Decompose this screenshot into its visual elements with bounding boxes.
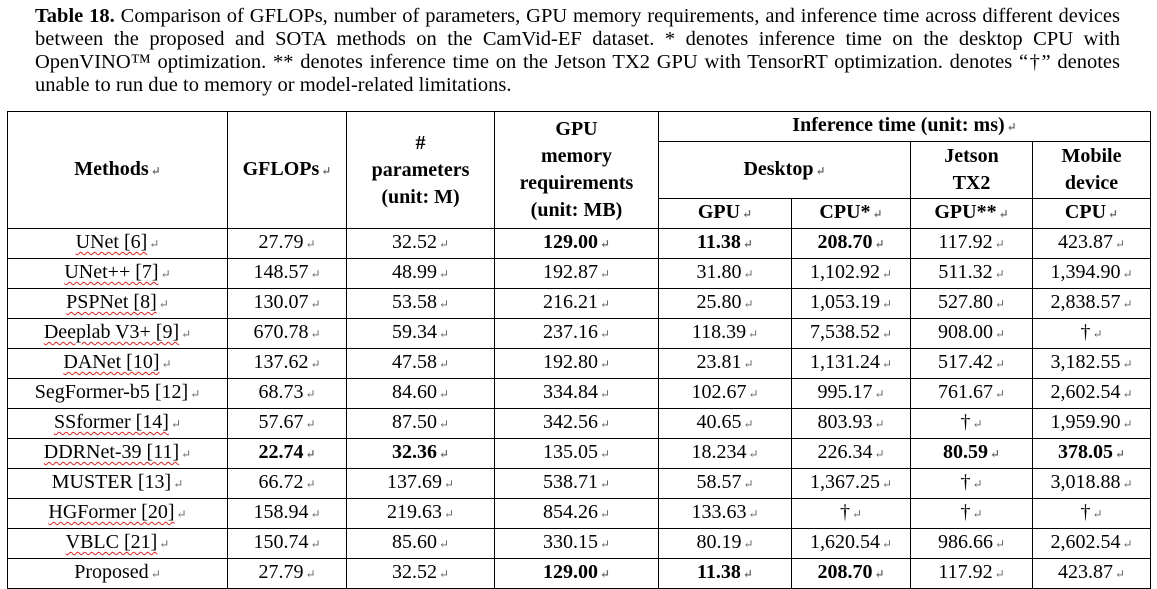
table-caption [35, 5, 1120, 97]
cell-mem: 129.00 ↵ [495, 559, 659, 589]
cell-jetson: † ↵ [911, 499, 1033, 529]
header-desktop: Desktop ↵ [659, 142, 911, 199]
cell-mobile: 3,182.55 ↵ [1033, 349, 1151, 379]
cell-gflops: 158.94 ↵ [228, 499, 347, 529]
cell-method: DDRNet-39 [11] ↵ [8, 439, 228, 469]
header-mobile-cpu: CPU ↵ [1033, 199, 1151, 229]
cell-gflops: 130.07 ↵ [228, 289, 347, 319]
table-row [8, 559, 1151, 589]
cell-gflops: 22.74 ↵ [228, 439, 347, 469]
header-jetson-gpu: GPU** ↵ [911, 199, 1033, 229]
cell-mem: 129.00 ↵ [495, 229, 659, 259]
cell-mobile: 378.05 ↵ [1033, 439, 1151, 469]
cell-cpu: 208.70 ↵ [792, 559, 911, 589]
cell-method: Proposed ↵ [8, 559, 228, 589]
cell-jetson: † ↵ [911, 469, 1033, 499]
header-params: # parameters (unit: M) [347, 112, 495, 229]
header-methods: Methods ↵ [8, 112, 228, 229]
comparison-table [7, 111, 1151, 589]
cell-mem: 237.16 ↵ [495, 319, 659, 349]
caption-label: Table 18. [35, 5, 115, 27]
cell-gpu: 133.63 ↵ [659, 499, 792, 529]
cell-mobile: 423.87 ↵ [1033, 559, 1151, 589]
cell-gflops: 57.67 ↵ [228, 409, 347, 439]
cell-gflops: 137.62 ↵ [228, 349, 347, 379]
cell-gpu: 80.19 ↵ [659, 529, 792, 559]
cell-mem: 192.80 ↵ [495, 349, 659, 379]
cell-method: UNet [6] ↵ [8, 229, 228, 259]
table-row [8, 469, 1151, 499]
cell-jetson: 908.00 ↵ [911, 319, 1033, 349]
cell-method: PSPNet [8] ↵ [8, 289, 228, 319]
cell-method: HGFormer [20] ↵ [8, 499, 228, 529]
header-desktop-cpu: CPU* ↵ [792, 199, 911, 229]
cell-params: 85.60 ↵ [347, 529, 495, 559]
cell-gpu: 11.38 ↵ [659, 559, 792, 589]
header-desktop-gpu: GPU ↵ [659, 199, 792, 229]
cell-mem: 342.56 ↵ [495, 409, 659, 439]
cell-gflops: 68.73 ↵ [228, 379, 347, 409]
cell-params: 87.50 ↵ [347, 409, 495, 439]
cell-gpu: 102.67 ↵ [659, 379, 792, 409]
table-row [8, 259, 1151, 289]
header-gflops: GFLOPs ↵ [228, 112, 347, 229]
table-row [8, 499, 1151, 529]
cell-method: MUSTER [13] ↵ [8, 469, 228, 499]
header-gpu-memory: GPU memory requirements (unit: MB) [495, 112, 659, 229]
cell-mem: 538.71 ↵ [495, 469, 659, 499]
cell-gpu: 11.38 ↵ [659, 229, 792, 259]
cell-cpu: 1,620.54 ↵ [792, 529, 911, 559]
cell-gpu: 40.65 ↵ [659, 409, 792, 439]
cell-mem: 216.21 ↵ [495, 289, 659, 319]
cell-cpu: † ↵ [792, 499, 911, 529]
cell-method: UNet++ [7] ↵ [8, 259, 228, 289]
cell-gflops: 148.57 ↵ [228, 259, 347, 289]
cell-params: 137.69 ↵ [347, 469, 495, 499]
cell-gpu: 118.39 ↵ [659, 319, 792, 349]
cell-gflops: 150.74 ↵ [228, 529, 347, 559]
cell-jetson: 517.42 ↵ [911, 349, 1033, 379]
caption-text: Comparison of GFLOPs, number of parameters, GPU memory requirements, and inference time across different devices between the proposed and SOTA methods on the CamVid-EF dataset. * denotes inference time on the desktop CPU with OpenVINO™ optimization. ** denotes inference time on the Jetson TX2 GPU with TensorRT optimization. denotes “†” denotes unable to run due to memory or model-related limitations. [35, 5, 1120, 96]
table-row [8, 529, 1151, 559]
cell-mobile: † ↵ [1033, 499, 1151, 529]
cell-jetson: † ↵ [911, 409, 1033, 439]
cell-cpu: 226.34 ↵ [792, 439, 911, 469]
header-jetson-tx2: Jetson TX2 [911, 142, 1033, 199]
table-row [8, 349, 1151, 379]
cell-mobile: 1,959.90 ↵ [1033, 409, 1151, 439]
cell-jetson: 117.92 ↵ [911, 559, 1033, 589]
cell-gpu: 25.80 ↵ [659, 289, 792, 319]
cell-mobile: 2,602.54 ↵ [1033, 379, 1151, 409]
cell-gflops: 27.79 ↵ [228, 229, 347, 259]
cell-cpu: 995.17 ↵ [792, 379, 911, 409]
cell-mobile: 2,838.57 ↵ [1033, 289, 1151, 319]
cell-mobile: 423.87 ↵ [1033, 229, 1151, 259]
table-row [8, 379, 1151, 409]
cell-mobile: † ↵ [1033, 319, 1151, 349]
cell-method: SegFormer-b5 [12] ↵ [8, 379, 228, 409]
cell-jetson: 80.59 ↵ [911, 439, 1033, 469]
cell-mem: 135.05 ↵ [495, 439, 659, 469]
cell-jetson: 527.80 ↵ [911, 289, 1033, 319]
cell-cpu: 803.93 ↵ [792, 409, 911, 439]
cell-mobile: 2,602.54 ↵ [1033, 529, 1151, 559]
cell-gpu: 23.81 ↵ [659, 349, 792, 379]
cell-gpu: 58.57 ↵ [659, 469, 792, 499]
table-row [8, 289, 1151, 319]
cell-params: 53.58 ↵ [347, 289, 495, 319]
cell-mobile: 3,018.88 ↵ [1033, 469, 1151, 499]
cell-jetson: 761.67 ↵ [911, 379, 1033, 409]
cell-method: DANet [10] ↵ [8, 349, 228, 379]
cell-params: 47.58 ↵ [347, 349, 495, 379]
cell-mem: 854.26 ↵ [495, 499, 659, 529]
cell-params: 32.52 ↵ [347, 229, 495, 259]
cell-cpu: 208.70 ↵ [792, 229, 911, 259]
table-row [8, 229, 1151, 259]
cell-cpu: 1,367.25 ↵ [792, 469, 911, 499]
table-row [8, 439, 1151, 469]
cell-params: 48.99 ↵ [347, 259, 495, 289]
table-row [8, 319, 1151, 349]
cell-gflops: 27.79 ↵ [228, 559, 347, 589]
cell-cpu: 7,538.52 ↵ [792, 319, 911, 349]
cell-jetson: 117.92 ↵ [911, 229, 1033, 259]
cell-mem: 330.15 ↵ [495, 529, 659, 559]
cell-gpu: 31.80 ↵ [659, 259, 792, 289]
cell-params: 32.52 ↵ [347, 559, 495, 589]
cell-gflops: 66.72 ↵ [228, 469, 347, 499]
header-inference-time: Inference time (unit: ms) ↵ [659, 112, 1151, 142]
cell-method: VBLC [21] ↵ [8, 529, 228, 559]
header-mobile-device: Mobile device [1033, 142, 1151, 199]
cell-params: 59.34 ↵ [347, 319, 495, 349]
cell-method: SSformer [14] ↵ [8, 409, 228, 439]
cell-params: 219.63 ↵ [347, 499, 495, 529]
cell-jetson: 986.66 ↵ [911, 529, 1033, 559]
cell-gflops: 670.78 ↵ [228, 319, 347, 349]
cell-method: Deeplab V3+ [9] ↵ [8, 319, 228, 349]
cell-jetson: 511.32 ↵ [911, 259, 1033, 289]
cell-params: 32.36 ↵ [347, 439, 495, 469]
cell-gpu: 18.234 ↵ [659, 439, 792, 469]
cell-cpu: 1,053.19 ↵ [792, 289, 911, 319]
cell-cpu: 1,102.92 ↵ [792, 259, 911, 289]
cell-params: 84.60 ↵ [347, 379, 495, 409]
cell-mem: 334.84 ↵ [495, 379, 659, 409]
cell-mem: 192.87 ↵ [495, 259, 659, 289]
cell-cpu: 1,131.24 ↵ [792, 349, 911, 379]
cell-mobile: 1,394.90 ↵ [1033, 259, 1151, 289]
table-row [8, 409, 1151, 439]
